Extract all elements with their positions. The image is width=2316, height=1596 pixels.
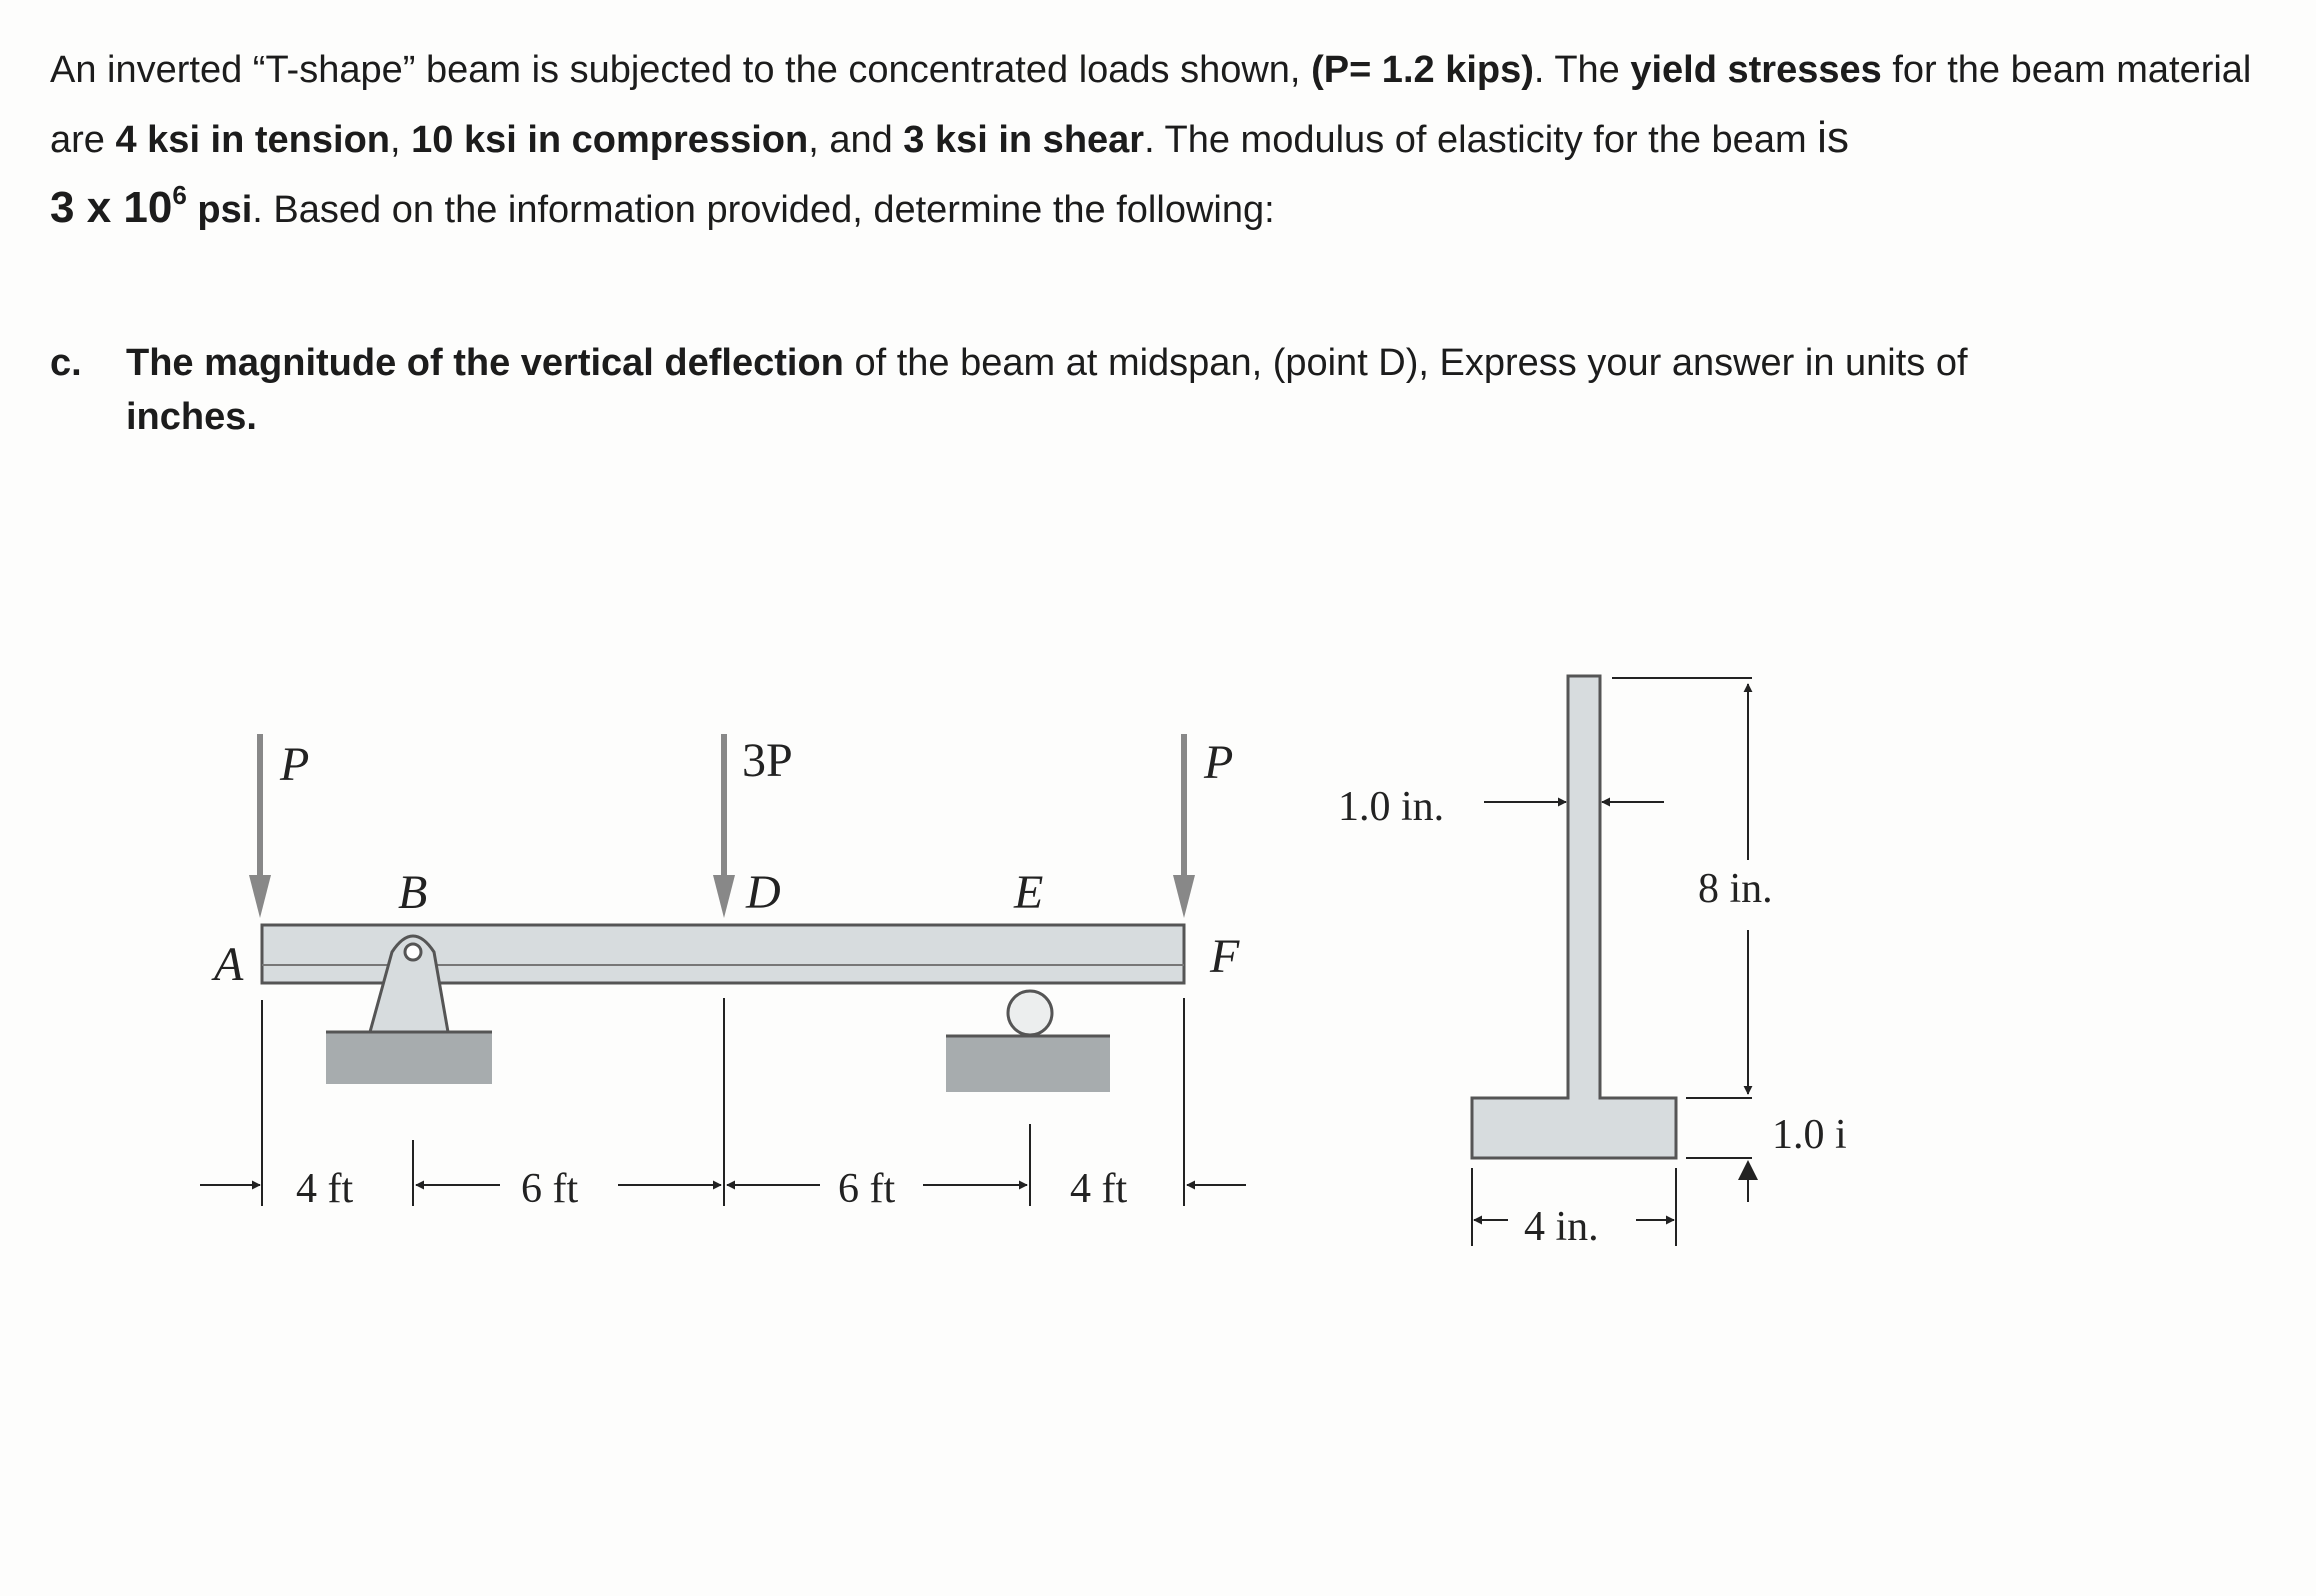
point-label-d: D <box>746 866 781 919</box>
roller-support-e <box>946 991 1110 1092</box>
t-cross-section <box>1472 676 1676 1158</box>
question-letter: c. <box>50 342 82 384</box>
point-label-a: A <box>214 938 244 991</box>
point-label-b: B <box>398 866 428 919</box>
point-label-e: E <box>1014 866 1044 919</box>
load-arrow-a <box>249 734 271 918</box>
question-text: The magnitude of the vertical deflection of the beam at midspan, (point D), Express your answer in units of inches. <box>126 342 1968 438</box>
problem-statement: An inverted “T-shape” beam is subjected to the concentrated loads shown, (P= 1.2 kips). The yield stresses for the beam material are 4 ksi in tension, 10 ksi in compression, and 3 ksi in shear. The modulus of elasticity for the beam is 3 x $10^6$ psi. Based on the information provided, determine the following: <box>50 49 2252 232</box>
section-web-thickness-label: 1.0 in. <box>1338 784 1445 830</box>
span-label-ef: 4 ft <box>1070 1166 1128 1212</box>
load-label-left: P <box>280 738 310 791</box>
span-label-ab: 4 ft <box>296 1166 354 1212</box>
point-label-f: F <box>1210 930 1240 983</box>
span-label-de: 6 ft <box>838 1166 896 1212</box>
load-label-right: P <box>1204 736 1234 789</box>
section-flange-width-label: 4 in. <box>1524 1204 1599 1250</box>
load-arrow-d <box>713 734 735 918</box>
section-web-height-label: 8 in. <box>1698 866 1773 912</box>
load-label-center: 3P <box>742 734 793 787</box>
load-arrow-f <box>1173 734 1195 918</box>
section-flange-thickness-label: 1.0 i <box>1772 1112 1847 1158</box>
span-label-bd: 6 ft <box>521 1166 579 1212</box>
